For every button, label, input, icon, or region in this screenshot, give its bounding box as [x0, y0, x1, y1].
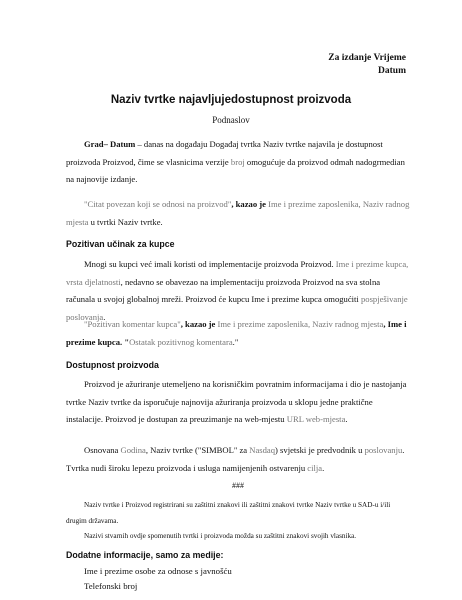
quote-1-text: "Citat povezan koji se odnosi na proizvod" — [84, 199, 232, 209]
contact-block — [84, 564, 232, 594]
goal-placeholder: cilja — [307, 462, 323, 473]
heading-customer-impact: Pozitivan učinak za kupce — [66, 239, 175, 249]
quote-1-tail: u tvrtki Naziv tvrtke. — [88, 216, 163, 227]
customer-text-1: Mnogi su kupci već imali koristi od implementacije proizvoda Proizvod. — [84, 259, 336, 269]
quote-2-rest: Ostatak pozitivnog komentara — [129, 336, 233, 347]
document-title: Naziv tvrtke najavljujedostupnost proizvoda — [110, 94, 352, 106]
customer-placeholder-2: pospješivanje poslovanja — [66, 294, 408, 322]
quote-paragraph-2 — [66, 316, 410, 351]
website-url-placeholder: URL web-mjesta — [286, 414, 346, 424]
customer-placeholder-1: Ime i prezime kupca, vrsta djelatnosti — [66, 259, 409, 287]
availability-paragraph — [66, 376, 410, 429]
trademark-notice: Naziv tvrtke i Proizvod registrirani su zaštitni znakovi ili zaštitni znakovi tvrtke Naziv tvrtke u SAD-u i/ili drugim državama. — [66, 501, 391, 525]
release-info — [328, 52, 406, 78]
intro-text-1: Događaj tvrtka Naziv tvrtke najavila je dostupnost proizvoda Proizvod, čime se vlasnicima verzije — [66, 139, 383, 167]
city-date: Grad– Datum — [84, 139, 136, 149]
founded-year-placeholder: Godina — [120, 445, 146, 455]
availability-text-1: Proizvod je ažuriranje utemeljeno na korisničkim povratnim informacijama i dio je nastojanja tvrtke Naziv tvrtke da isporučuje najnovija ažuriranja proizvoda u sklopu jedne praktične instalacije. Proizvod je dostupan za preuzimanje na web-mjestu — [66, 379, 407, 424]
quote-2-person: Ime i prezime zaposlenika, Naziv radnog mjesta — [217, 319, 384, 329]
availability-text-2: . — [345, 414, 348, 424]
section-separator: ### — [232, 481, 244, 490]
release-date: Datum — [378, 66, 406, 76]
quote-2-said: , kazao je — [180, 319, 218, 329]
intro-paragraph — [66, 136, 410, 189]
trademark-notice-2: Nazivi stvarnih ovdje spomenutih tvrtki i proizvoda možda su zaštitni znakovi svojih vlasnika. — [84, 532, 357, 540]
company-text-1: Osnovana — [84, 445, 121, 455]
company-text-5: . — [322, 462, 325, 473]
customer-text-3: . — [103, 311, 106, 322]
quote-2-text: "Pozitivan komentar kupca" — [84, 319, 181, 329]
company-paragraph — [66, 442, 410, 477]
intro-placeholder-version: broj — [230, 156, 245, 167]
company-text-2: , Naziv tvrtke ("SIMBOL" za — [145, 445, 250, 455]
heading-media-info: Dodatne informacije, samo za medije: — [66, 550, 224, 560]
quote-2-tail-2: ." — [232, 336, 239, 347]
release-time: Za izdanje Vrijeme — [328, 53, 406, 63]
customer-text-2: , nedavno se obavezao na implementaciju proizvoda Proizvod na sva stolna računala u svojoj globalnoj mreži. Proizvod će kupcu Ime i prezime kupca omogućiti — [66, 276, 381, 304]
heading-availability: Dostupnost proizvoda — [66, 360, 159, 370]
intro-dash: – danas na događaju — [135, 139, 210, 149]
quote-1-said: , kazao je — [231, 199, 269, 209]
company-text-4: . Tvrtka nudi široku lepezu proizvoda i usluga namijenjenih ostvarenju — [66, 445, 405, 473]
intro-text-2: omogućuje da proizvod odmah nadogrmedian na najnovije izdanje. — [66, 156, 405, 184]
quote-2-tail-1: , Ime i prezime kupca. " — [66, 319, 407, 347]
pr-contact-name: Ime i prezime osobe za odnose s javnošću — [84, 566, 232, 576]
company-text-3: ) svjetski je predvodnik u — [275, 445, 365, 455]
exchange-placeholder: Nasdaq — [249, 445, 276, 455]
quote-1-person: Ime i prezime zaposlenika, Naziv radnog mjesta — [66, 199, 410, 227]
pr-contact-phone: Telefonski broj — [84, 581, 138, 591]
quote-paragraph-1 — [66, 196, 410, 231]
business-placeholder: poslovanju — [364, 445, 403, 455]
document-subtitle: Podnaslov — [212, 115, 250, 125]
